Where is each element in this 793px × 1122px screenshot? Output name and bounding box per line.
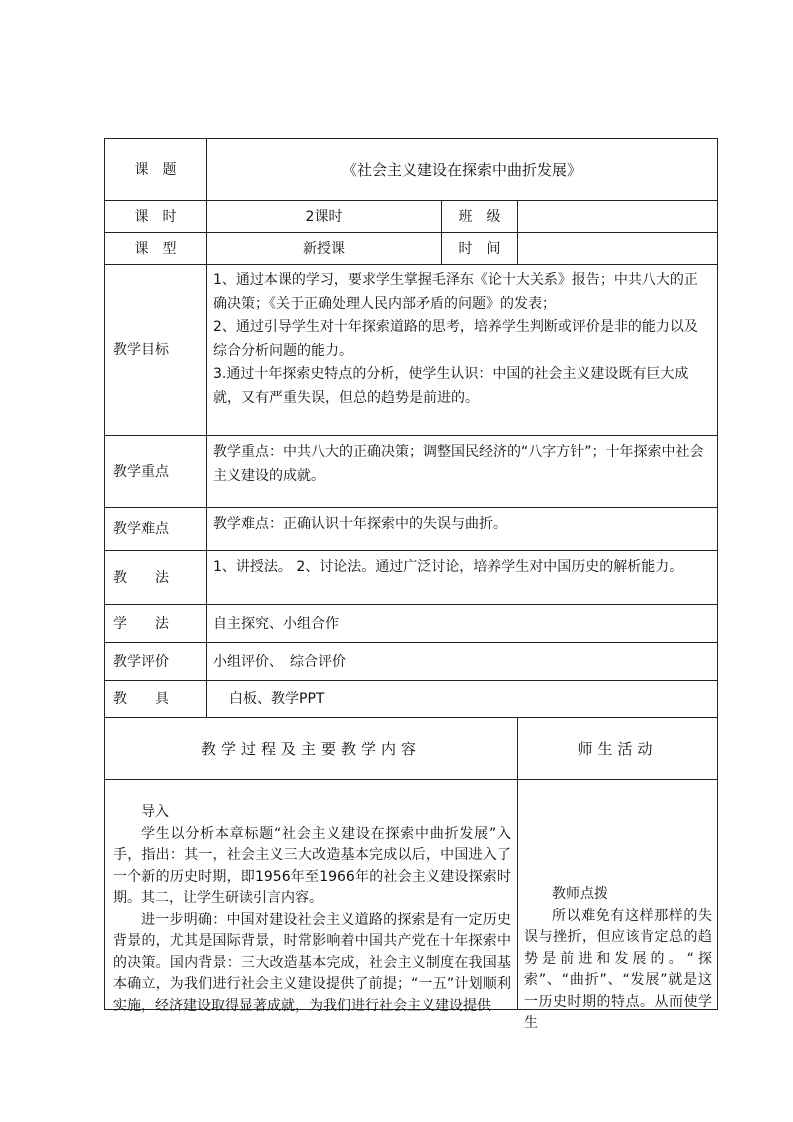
tools-text: 白板、教学PPT (229, 691, 325, 707)
row-divider (104, 779, 718, 780)
difficulties-label: 教学难点 (113, 521, 169, 537)
activities-content (520, 884, 716, 1031)
lesson-title: 《社会主义建设在探索中曲折发展》 (341, 160, 582, 179)
process-header: 教学过程及主要教学内容 (200, 739, 421, 758)
method-text: 1、讲授法。 2、讨论法。通过广泛讨论，培养学生对中国历史的解析能力。 (213, 559, 684, 575)
goal-item: 1、通过本课的学习，要求学生掌握毛泽东《论十大关系》报告；中共八大的正确决策；《关于正确处理人民内部矛盾的问题》的发表； (213, 272, 698, 312)
evaluation-label: 教学评价 (113, 653, 169, 670)
class-hours-label: 课 时 (134, 208, 177, 225)
study-text: 自主探究、小组合作 (213, 615, 339, 632)
key-points-label: 教学重点 (113, 463, 169, 480)
process-content (107, 802, 515, 1014)
goal-item: 3.通过十年探索史特点的分析，使学生认识：中国的社会主义建设既有巨大成就，又有严重失误，但总的趋势是前进的。 (213, 366, 689, 406)
time-value (518, 233, 717, 264)
evaluation-text: 小组评价、 综合评价 (213, 653, 346, 670)
tools-label: 教 具 (113, 691, 169, 707)
content-paragraph: 学生以分析本章标题“社会主义建设在探索中曲折发展”入手，指出：其一，社会主义三大改造基本完成以后，中国进入了一个新的历史时期，即1956年至1966年的社会主义建设探索时期。其二，让学生研读引言内容。 (113, 825, 511, 906)
class-value (518, 201, 717, 232)
class-hours-value: 2课时 (305, 208, 343, 225)
goals-label: 教学目标 (113, 342, 169, 358)
class-label: 班 级 (458, 208, 501, 225)
goal-item: 2、通过引导学生对十年探索道路的思考，培养学生判断或评价是非的能力以及综合分析问题的能力。 (213, 319, 698, 359)
intro-heading: 导入 (141, 804, 169, 820)
method-label: 教 法 (113, 569, 169, 586)
activity-heading: 教师点拨 (552, 886, 608, 902)
time-label: 时 间 (458, 240, 501, 257)
class-type-label: 课 型 (134, 240, 177, 257)
activities-header: 师生活动 (577, 739, 658, 758)
class-type-value: 新授课 (303, 240, 345, 257)
table-border-right (717, 138, 718, 1010)
study-label: 学 法 (113, 615, 169, 632)
difficulties-text: 教学难点：正确认识十年探索中的失误与曲折。 (213, 516, 507, 532)
key-points-text: 教学重点：中共八大的正确决策；调整国民经济的“八字方针”；十年探索中社会主义建设的成就。 (213, 444, 704, 484)
activity-paragraph: 所以难免有这样那样的失误与挫折，但应该肯定总的趋势是前进和发展的。“探索”、“曲折”、“发展”就是这一历史时期的特点。从而使学生 (524, 907, 712, 1031)
goals-text (207, 265, 717, 435)
title-label: 课 题 (134, 161, 177, 178)
content-paragraph: 进一步明确：中国对建设社会主义道路的探索是有一定历史背景的，尤其是国际背景，时常影响着中国共产党在十年探索中的决策。国内背景：三大改造基本完成，社会主义制度在我国基本确立，为我们进行社会主义建设提供了前提；“一五”计划顺利实施，经济建设取得显著成就，为我们进行社会主义建设提供 (113, 911, 511, 1014)
